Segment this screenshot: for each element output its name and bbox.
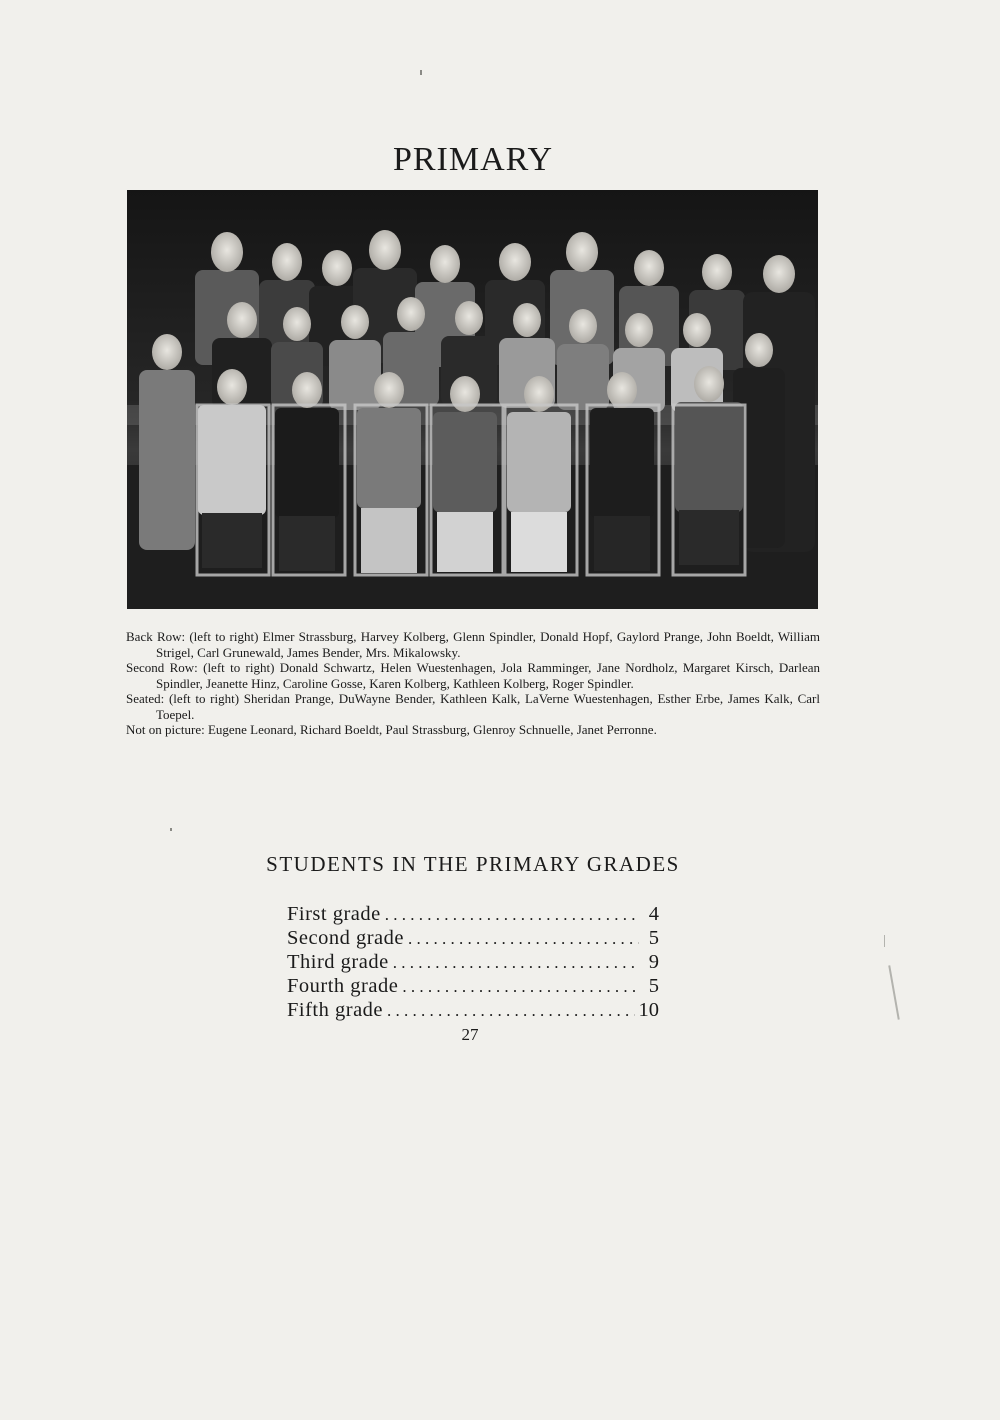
paper-speck — [420, 70, 422, 75]
grade-row — [287, 950, 659, 974]
caption-not-on-picture: Not on picture: Eugene Leonard, Richard Boeldt, Paul Strassburg, Glenroy Schnuelle, Janet Perronne. — [126, 722, 657, 737]
paper-crease — [888, 965, 900, 1020]
section-heading: STUDENTS IN THE PRIMARY GRADES — [266, 852, 680, 876]
dot-leader — [393, 951, 639, 975]
grade-label: Fourth grade — [287, 975, 399, 997]
grade-label: Third grade — [287, 951, 389, 973]
grade-count: 10 — [638, 999, 659, 1021]
photo-captions — [126, 629, 820, 738]
grade-row — [287, 926, 659, 950]
grade-label: First grade — [287, 903, 381, 925]
caption-second-row: Second Row: (left to right) Donald Schwartz, Helen Wuestenhagen, Jola Ramminger, Jane Nordholz, Margaret Kirsch, Darlean Spindler, Jeanette Hinz, Caroline Gosse, Karen Kolberg, Kathleen Kolberg, Roger Spindler. — [126, 660, 820, 691]
page-title: PRIMARY — [392, 140, 554, 178]
grade-label: Second grade — [287, 927, 404, 949]
grade-label: Fifth grade — [287, 999, 384, 1021]
dot-leader — [387, 999, 634, 1023]
grade-count: 9 — [648, 951, 659, 973]
class-photograph — [127, 190, 818, 609]
paper-speck — [884, 935, 885, 947]
page-number: 27 — [461, 1025, 479, 1044]
dot-leader — [385, 903, 639, 927]
grade-row — [287, 998, 659, 1022]
grade-count: 4 — [648, 903, 659, 925]
dot-leader — [402, 975, 639, 999]
class-photograph-image — [127, 190, 818, 609]
grade-row — [287, 902, 659, 926]
grades-list — [287, 902, 659, 1022]
paper-speck — [170, 828, 172, 831]
grade-row — [287, 974, 659, 998]
caption-back-row: Back Row: (left to right) Elmer Strassburg, Harvey Kolberg, Glenn Spindler, Donald Hopf, Gaylord Prange, John Boeldt, William Strigel, Carl Grunewald, James Bender, Mrs. Mikalowsky. — [126, 629, 820, 660]
caption-seated: Seated: (left to right) Sheridan Prange, DuWayne Bender, Kathleen Kalk, LaVerne Wuestenhagen, Esther Erbe, James Kalk, Carl Toepel. — [126, 691, 820, 722]
grade-count: 5 — [648, 975, 659, 997]
grade-count: 5 — [648, 927, 659, 949]
dot-leader — [408, 927, 639, 951]
